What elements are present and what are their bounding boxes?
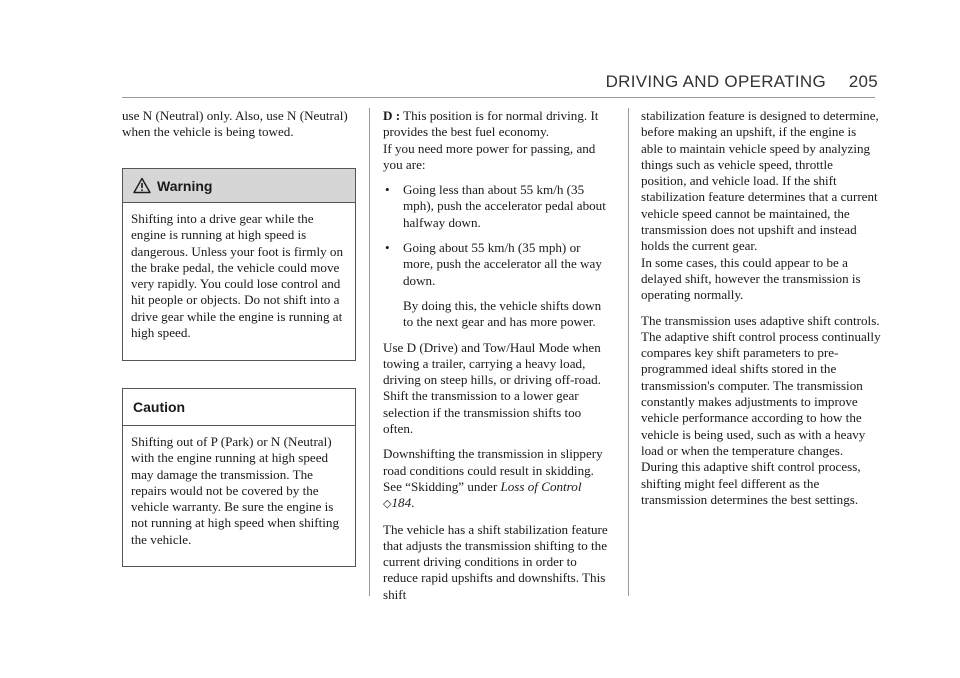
warning-text: Shifting into a drive gear while the engine is running at high speed is dangerous. Unless your foot is firmly on the brake pedal, the vehicle could move very rapidly. You could lose control and hit people or objects. Do not shift into a drive gear while the engine is running at high speed. xyxy=(131,211,344,341)
caution-text: Shifting out of P (Park) or N (Neutral) with the engine running at high speed may damage the transmission. The repairs would not be covered by the vehicle warranty. Be sure the engine is not running at high speed when shifting the vehicle. xyxy=(131,434,340,547)
drive-text: This position is for normal driving. It provides the best fuel economy. xyxy=(383,108,599,140)
downshift-text: Downshifting the transmission in slippery road conditions could result in skidding. See “Skidding” under xyxy=(383,446,603,494)
column-1 xyxy=(122,108,358,150)
reference-page-link[interactable]: 184 xyxy=(391,495,412,511)
page-number: 205 xyxy=(848,72,878,91)
caution-header xyxy=(123,389,355,426)
loss-of-control-link[interactable]: Loss of Control xyxy=(500,478,582,494)
warning-header xyxy=(123,169,355,203)
caution-box xyxy=(122,388,356,567)
stabilization-paragraph: The vehicle has a shift stabilization feature that adjusts the transmission shifting to the current driving conditions in order to reduce rapid upshifts and downshifts. This shift xyxy=(383,521,608,602)
list-item: • Going about 55 km/h (35 mph) or more, push the accelerator all the way down. xyxy=(383,240,611,289)
intro-text: use N (Neutral) only. Also, use N (Neutral) when the vehicle is being towed. xyxy=(122,108,348,140)
caution-title: Caution xyxy=(133,399,186,415)
stabilization-continued: stabilization feature is designed to determine, before making an upshift, if the engine is able to maintain vehicle speed by analyzing things such as vehicle speed, throttle position, and vehicle load. If the shift stabilization feature determines that a current vehicle speed cannot be maintained, the transmission does not upshift and instead holds the current gear. xyxy=(641,108,879,254)
delayed-shift-paragraph: In some cases, this could appear to be a delayed shift, however the transmission is operating normally. xyxy=(641,254,861,303)
adaptive-shift-paragraph: The transmission uses adaptive shift controls. The adaptive shift control process continually compares key shift parameters to pre-programmed ideal shifts stored in the transmission's computer. The transmission constantly makes adjustments to improve vehicle performance according to how the vehicle is being used, such as with a heavy load or when the temperature changes. xyxy=(641,312,881,458)
column-divider-2 xyxy=(628,108,629,596)
adaptive-process-paragraph: During this adaptive shift control process, shifting might feel different as the transmission determines the best settings. xyxy=(641,459,861,507)
list-item: • Going less than about 55 km/h (35 mph), push the accelerator pedal about halfway down. xyxy=(383,182,611,231)
column-2 xyxy=(383,108,611,612)
drive-paragraph xyxy=(383,108,611,173)
tow-paragraph: Use D (Drive) and Tow/Haul Mode when towing a trailer, carrying a heavy load, driving on steep hills, or driving off-road. Shift the transmission to a lower gear selection if the transmission shifts too often. xyxy=(383,339,601,437)
cross-reference-icon: ◇ xyxy=(383,498,392,511)
drive-label: D : xyxy=(383,108,401,123)
warning-box xyxy=(122,168,356,361)
power-bullet-list xyxy=(383,182,611,289)
downshift-period: . xyxy=(411,495,415,511)
downshift-paragraph xyxy=(383,446,611,512)
column-3 xyxy=(641,108,881,517)
warning-title: Warning xyxy=(157,177,213,194)
column-divider-1 xyxy=(369,108,370,596)
header-rule xyxy=(122,97,875,98)
bullet-sub-text: By doing this, the vehicle shifts down to the next gear and has more power. xyxy=(403,297,602,330)
warning-triangle-icon xyxy=(133,177,151,194)
section-title: DRIVING AND OPERATING xyxy=(605,72,826,91)
drive-text-2: If you need more power for passing, and you are: xyxy=(383,140,596,172)
